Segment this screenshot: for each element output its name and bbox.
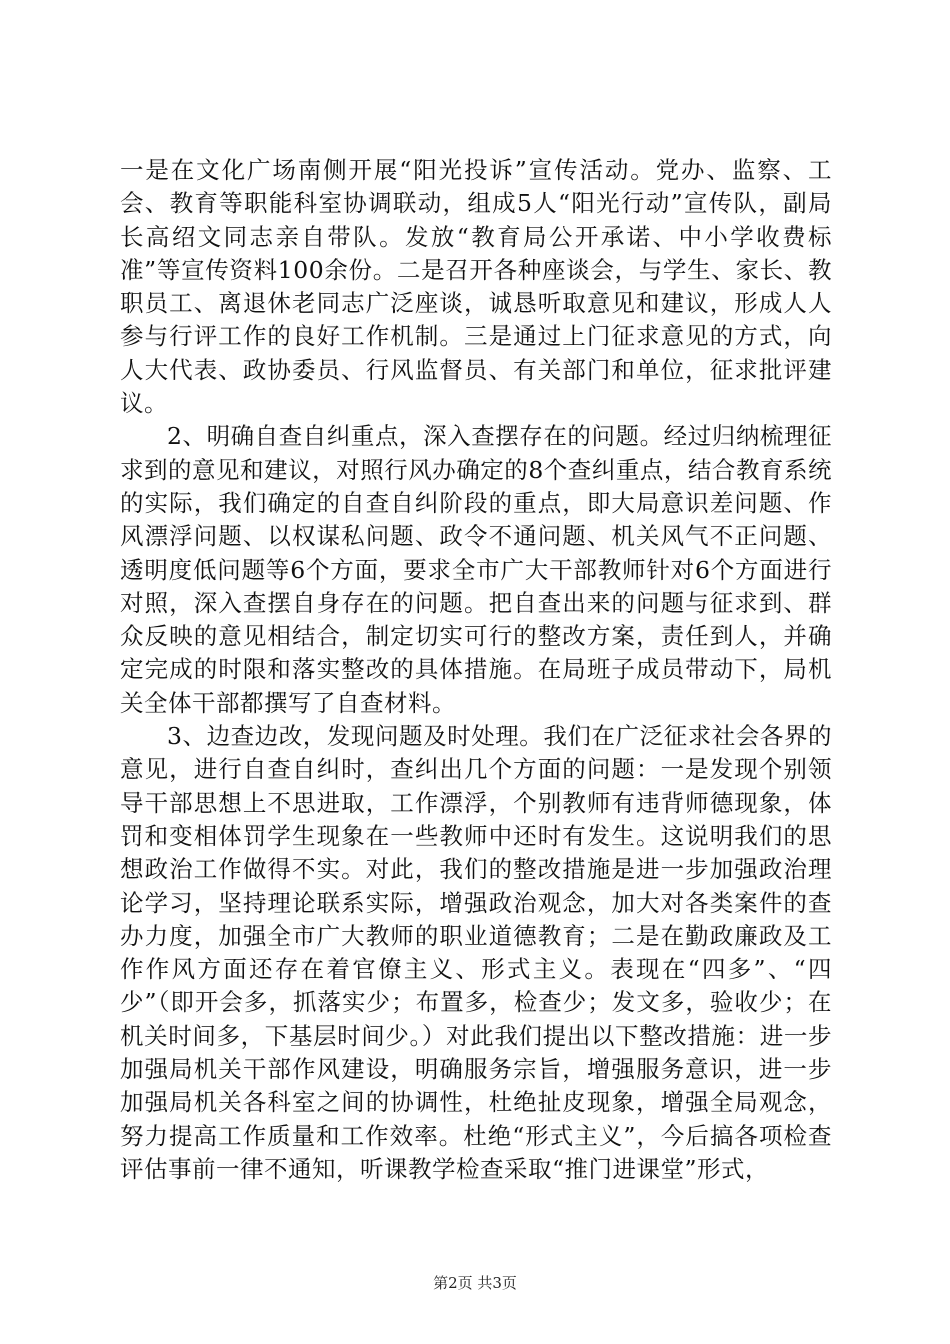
paragraph-item-3: 3、边查边改，发现问题及时处理。我们在广泛征求社会各界的意见，进行自查自纠时，查纠出几个方面的问题：一是发现个别领导干部思想上不思进取，工作漂浮，个别教师有违背师德现象，体罚和变相体罚学生现象在一些教师中还时有发生。这说明我们的思想政治工作做得不实。对此，我们的整改措施是进一步加强政治理论学习，坚持理论联系实际，增强政治观念，加大对各类案件的查办力度，加强全市广大教师的职业道德教育；二是在勤政廉政及工作作风方面还存在着官僚主义、形式主义。表现在“四多”、“四少”（即开会多，抓落实少；布置多，检查少；发文多，验收少；在机关时间多，下基层时间少。）对此我们提出以下整改措施：进一步加强局机关干部作风建设，明确服务宗旨，增强服务意识，进一步加强局机关各科室之间的协调性，杜绝扯皮现象，增强全局观念，努力提高工作质量和工作效率。杜绝“形式主义”，今后搞各项检查评估事前一律不通知，听课教学检查采取“推门进课堂”形式，	[120, 722, 832, 1183]
paragraph-item-2: 2、明确自查自纠重点，深入查摆存在的问题。经过归纳梳理征求到的意见和建议，对照行风办确定的8个查纠重点，结合教育系统的实际，我们确定的自查自纠阶段的重点，即大局意识差问题、作风漂浮问题、以权谋私问题、政令不通问题、机关风气不正问题、透明度低问题等6个方面，要求全市广大干部教师针对6个方面进行对照，深入查摆自身存在的问题。把自查出来的问题与征求到、群众反映的意见相结合，制定切实可行的整改方案，责任到人，并确定完成的时限和落实整改的具体措施。在局班子成员带动下，局机关全体干部都撰写了自查材料。	[120, 422, 832, 717]
document-body	[120, 154, 832, 1186]
page-number-footer: 第2页 共3页	[433, 1274, 517, 1292]
paragraph-intro: 一是在文化广场南侧开展“阳光投诉”宣传活动。党办、监察、工会、教育等职能科室协调联动，组成5人“阳光行动”宣传队，副局长高绍文同志亲自带队。发放“教育局公开承诺、中小学收费标准”等宣传资料100余份。二是召开各种座谈会，与学生、家长、教职员工、离退休老同志广泛座谈，诚恳听取意见和建议，形成人人参与行评工作的良好工作机制。三是通过上门征求意见的方式，向人大代表、政协委员、行风监督员、有关部门和单位，征求批评建议。	[120, 156, 832, 418]
